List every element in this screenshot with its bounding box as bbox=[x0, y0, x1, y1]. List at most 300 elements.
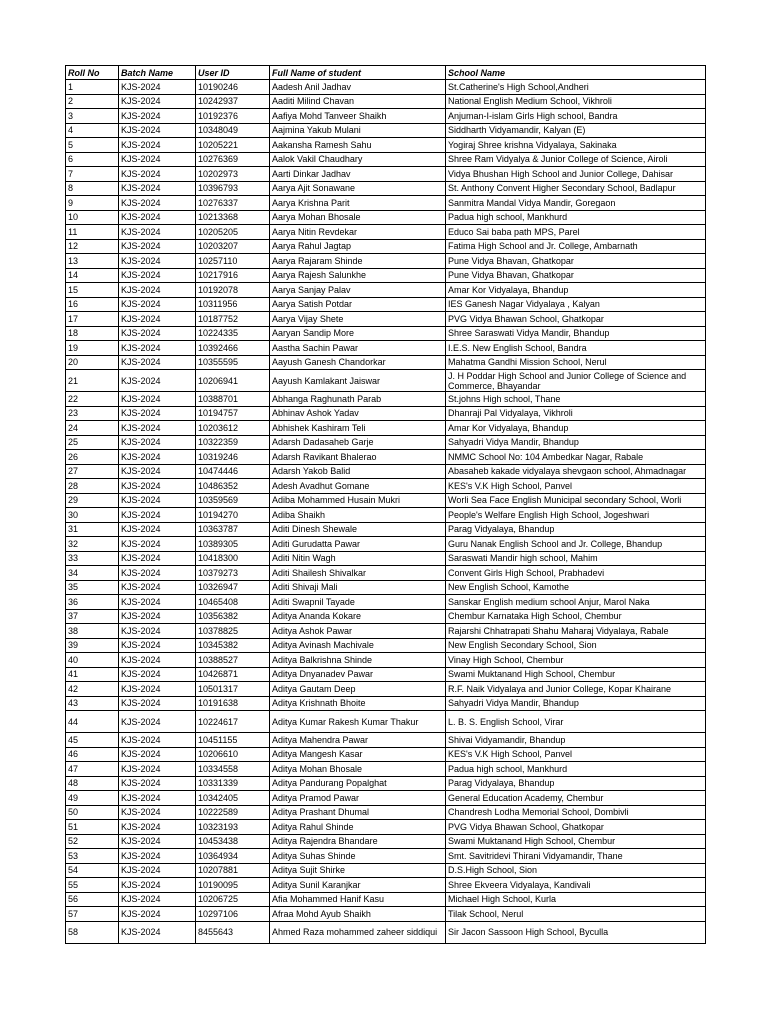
cell-batch-name: KJS-2024 bbox=[119, 239, 196, 254]
cell-school-name: L. B. S. English School, Virar bbox=[446, 711, 706, 733]
table-row bbox=[66, 254, 706, 269]
cell-full-name: Aditya Rahul Shinde bbox=[270, 820, 446, 835]
table-row bbox=[66, 733, 706, 748]
cell-full-name: Aditya Ashok Pawar bbox=[270, 624, 446, 639]
table-row bbox=[66, 152, 706, 167]
cell-roll-no: 16 bbox=[66, 297, 119, 312]
cell-full-name: Adarsh Ravikant Bhalerao bbox=[270, 450, 446, 465]
cell-school-name: Vidya Bhushan High School and Junior College, Dahisar bbox=[446, 167, 706, 182]
cell-roll-no: 35 bbox=[66, 580, 119, 595]
cell-full-name: Afia Mohammed Hanif Kasu bbox=[270, 892, 446, 907]
cell-user-id: 10203612 bbox=[196, 421, 270, 436]
cell-roll-no: 31 bbox=[66, 522, 119, 537]
cell-full-name: Aditya Sujit Shirke bbox=[270, 863, 446, 878]
cell-batch-name: KJS-2024 bbox=[119, 566, 196, 581]
table-row bbox=[66, 537, 706, 552]
cell-full-name: Aarya Rajesh Salunkhe bbox=[270, 268, 446, 283]
cell-school-name: People's Welfare English High School, Jogeshwari bbox=[446, 508, 706, 523]
cell-full-name: Aditya Balkrishna Shinde bbox=[270, 653, 446, 668]
cell-batch-name: KJS-2024 bbox=[119, 682, 196, 697]
cell-roll-no: 2 bbox=[66, 94, 119, 109]
cell-roll-no: 37 bbox=[66, 609, 119, 624]
cell-batch-name: KJS-2024 bbox=[119, 653, 196, 668]
cell-full-name: Aditya Gautam Deep bbox=[270, 682, 446, 697]
cell-full-name: Adarsh Yakob Balid bbox=[270, 464, 446, 479]
cell-school-name: Saraswati Mandir high school, Mahim bbox=[446, 551, 706, 566]
cell-roll-no: 39 bbox=[66, 638, 119, 653]
cell-user-id: 10206725 bbox=[196, 892, 270, 907]
cell-batch-name: KJS-2024 bbox=[119, 109, 196, 124]
table-row bbox=[66, 312, 706, 327]
cell-batch-name: KJS-2024 bbox=[119, 152, 196, 167]
cell-user-id: 10192078 bbox=[196, 283, 270, 298]
table-row bbox=[66, 94, 706, 109]
cell-school-name: Rajarshi Chhatrapati Shahu Maharaj Vidyalaya, Rabale bbox=[446, 624, 706, 639]
table-row bbox=[66, 878, 706, 893]
table-row bbox=[66, 370, 706, 392]
cell-roll-no: 6 bbox=[66, 152, 119, 167]
cell-batch-name: KJS-2024 bbox=[119, 805, 196, 820]
cell-user-id: 10348049 bbox=[196, 123, 270, 138]
cell-school-name: Swami Muktanand High School, Chembur bbox=[446, 834, 706, 849]
cell-full-name: Abhishek Kashiram Teli bbox=[270, 421, 446, 436]
cell-roll-no: 34 bbox=[66, 566, 119, 581]
cell-batch-name: KJS-2024 bbox=[119, 493, 196, 508]
cell-user-id: 10203207 bbox=[196, 239, 270, 254]
cell-full-name: Aditya Mangesh Kasar bbox=[270, 747, 446, 762]
cell-user-id: 10276337 bbox=[196, 196, 270, 211]
cell-roll-no: 43 bbox=[66, 696, 119, 711]
cell-roll-no: 42 bbox=[66, 682, 119, 697]
table-row bbox=[66, 711, 706, 733]
cell-full-name: Aarya Krishna Parit bbox=[270, 196, 446, 211]
table-row bbox=[66, 406, 706, 421]
cell-batch-name: KJS-2024 bbox=[119, 609, 196, 624]
cell-user-id: 10356382 bbox=[196, 609, 270, 624]
cell-full-name: Aditya Rajendra Bhandare bbox=[270, 834, 446, 849]
cell-batch-name: KJS-2024 bbox=[119, 921, 196, 943]
cell-roll-no: 57 bbox=[66, 907, 119, 922]
cell-roll-no: 52 bbox=[66, 834, 119, 849]
cell-batch-name: KJS-2024 bbox=[119, 791, 196, 806]
cell-school-name: Shree Saraswati Vidya Mandir, Bhandup bbox=[446, 326, 706, 341]
table-row bbox=[66, 479, 706, 494]
table-row bbox=[66, 210, 706, 225]
cell-user-id: 10388527 bbox=[196, 653, 270, 668]
cell-school-name: Sahyadri Vidya Mandir, Bhandup bbox=[446, 696, 706, 711]
cell-roll-no: 50 bbox=[66, 805, 119, 820]
cell-batch-name: KJS-2024 bbox=[119, 406, 196, 421]
cell-batch-name: KJS-2024 bbox=[119, 80, 196, 95]
cell-user-id: 10364934 bbox=[196, 849, 270, 864]
cell-user-id: 10222589 bbox=[196, 805, 270, 820]
cell-batch-name: KJS-2024 bbox=[119, 711, 196, 733]
cell-school-name: Amar Kor Vidyalaya, Bhandup bbox=[446, 283, 706, 298]
table-row bbox=[66, 109, 706, 124]
cell-user-id: 10319246 bbox=[196, 450, 270, 465]
cell-school-name: PVG Vidya Bhawan School, Ghatkopar bbox=[446, 820, 706, 835]
cell-batch-name: KJS-2024 bbox=[119, 733, 196, 748]
cell-full-name: Aditya Avinash Machivale bbox=[270, 638, 446, 653]
table-row bbox=[66, 907, 706, 922]
table-row bbox=[66, 522, 706, 537]
cell-school-name: Anjuman-I-islam Girls High school, Bandra bbox=[446, 109, 706, 124]
cell-user-id: 10213368 bbox=[196, 210, 270, 225]
table-row bbox=[66, 435, 706, 450]
cell-school-name: St. Anthony Convent Higher Secondary School, Badlapur bbox=[446, 181, 706, 196]
table-row bbox=[66, 551, 706, 566]
header-roll-no: Roll No bbox=[66, 66, 119, 80]
table-row bbox=[66, 595, 706, 610]
table-row bbox=[66, 392, 706, 407]
cell-batch-name: KJS-2024 bbox=[119, 196, 196, 211]
cell-user-id: 10190095 bbox=[196, 878, 270, 893]
cell-batch-name: KJS-2024 bbox=[119, 863, 196, 878]
cell-user-id: 10217916 bbox=[196, 268, 270, 283]
cell-user-id: 10190246 bbox=[196, 80, 270, 95]
cell-roll-no: 48 bbox=[66, 776, 119, 791]
cell-user-id: 10486352 bbox=[196, 479, 270, 494]
table-row bbox=[66, 805, 706, 820]
table-row bbox=[66, 138, 706, 153]
cell-full-name: Aditi Shivaji Mali bbox=[270, 580, 446, 595]
cell-roll-no: 27 bbox=[66, 464, 119, 479]
cell-user-id: 10205221 bbox=[196, 138, 270, 153]
cell-full-name: Aajmina Yakub Mulani bbox=[270, 123, 446, 138]
cell-user-id: 10194270 bbox=[196, 508, 270, 523]
table-row bbox=[66, 283, 706, 298]
cell-school-name: New English School, Kamothe bbox=[446, 580, 706, 595]
cell-roll-no: 24 bbox=[66, 421, 119, 436]
cell-user-id: 10389305 bbox=[196, 537, 270, 552]
cell-user-id: 10242937 bbox=[196, 94, 270, 109]
cell-user-id: 10388701 bbox=[196, 392, 270, 407]
cell-roll-no: 30 bbox=[66, 508, 119, 523]
cell-full-name: Adarsh Dadasaheb Garje bbox=[270, 435, 446, 450]
cell-full-name: Aarya Sanjay Palav bbox=[270, 283, 446, 298]
cell-user-id: 10426871 bbox=[196, 667, 270, 682]
cell-roll-no: 10 bbox=[66, 210, 119, 225]
cell-roll-no: 28 bbox=[66, 479, 119, 494]
cell-user-id: 10202973 bbox=[196, 167, 270, 182]
cell-full-name: Aditya Prashant Dhumal bbox=[270, 805, 446, 820]
cell-school-name: Sanmitra Mandal Vidya Mandir, Goregaon bbox=[446, 196, 706, 211]
table-row bbox=[66, 624, 706, 639]
cell-full-name: Aayush Ganesh Chandorkar bbox=[270, 355, 446, 370]
cell-roll-no: 21 bbox=[66, 370, 119, 392]
cell-full-name: Aafiya Mohd Tanveer Shaikh bbox=[270, 109, 446, 124]
cell-batch-name: KJS-2024 bbox=[119, 392, 196, 407]
cell-user-id: 10501317 bbox=[196, 682, 270, 697]
table-row bbox=[66, 167, 706, 182]
cell-full-name: Aarya Vijay Shete bbox=[270, 312, 446, 327]
table-row bbox=[66, 326, 706, 341]
cell-roll-no: 53 bbox=[66, 849, 119, 864]
cell-roll-no: 41 bbox=[66, 667, 119, 682]
cell-batch-name: KJS-2024 bbox=[119, 450, 196, 465]
cell-roll-no: 45 bbox=[66, 733, 119, 748]
cell-batch-name: KJS-2024 bbox=[119, 907, 196, 922]
cell-user-id: 10187752 bbox=[196, 312, 270, 327]
cell-school-name: Vinay High School, Chembur bbox=[446, 653, 706, 668]
table-row bbox=[66, 297, 706, 312]
table-row bbox=[66, 609, 706, 624]
cell-school-name: Amar Kor Vidyalaya, Bhandup bbox=[446, 421, 706, 436]
cell-roll-no: 5 bbox=[66, 138, 119, 153]
cell-roll-no: 26 bbox=[66, 450, 119, 465]
cell-full-name: Aditi Shailesh Shivalkar bbox=[270, 566, 446, 581]
table-row bbox=[66, 181, 706, 196]
cell-full-name: Aditi Dinesh Shewale bbox=[270, 522, 446, 537]
header-full-name: Full Name of student bbox=[270, 66, 446, 80]
cell-full-name: Aarya Rajaram Shinde bbox=[270, 254, 446, 269]
cell-school-name: Worli Sea Face English Municipal secondary School, Worli bbox=[446, 493, 706, 508]
cell-user-id: 10334558 bbox=[196, 762, 270, 777]
cell-user-id: 10322359 bbox=[196, 435, 270, 450]
header-user-id: User ID bbox=[196, 66, 270, 80]
cell-batch-name: KJS-2024 bbox=[119, 181, 196, 196]
cell-full-name: Aditya Dnyanadev Pawar bbox=[270, 667, 446, 682]
cell-full-name: Aditya Kumar Rakesh Kumar Thakur bbox=[270, 711, 446, 733]
cell-user-id: 10363787 bbox=[196, 522, 270, 537]
cell-full-name: Aditya Ananda Kokare bbox=[270, 609, 446, 624]
cell-user-id: 10206610 bbox=[196, 747, 270, 762]
cell-school-name: Michael High School, Kurla bbox=[446, 892, 706, 907]
cell-batch-name: KJS-2024 bbox=[119, 297, 196, 312]
table-row bbox=[66, 464, 706, 479]
cell-roll-no: 3 bbox=[66, 109, 119, 124]
cell-roll-no: 12 bbox=[66, 239, 119, 254]
table-row bbox=[66, 820, 706, 835]
cell-user-id: 10224335 bbox=[196, 326, 270, 341]
cell-full-name: Adesh Avadhut Gomane bbox=[270, 479, 446, 494]
cell-batch-name: KJS-2024 bbox=[119, 878, 196, 893]
cell-user-id: 8455643 bbox=[196, 921, 270, 943]
cell-batch-name: KJS-2024 bbox=[119, 508, 196, 523]
cell-school-name: R.F. Naik Vidyalaya and Junior College, Kopar Khairane bbox=[446, 682, 706, 697]
cell-school-name: Parag Vidyalaya, Bhandup bbox=[446, 776, 706, 791]
cell-user-id: 10396793 bbox=[196, 181, 270, 196]
cell-roll-no: 55 bbox=[66, 878, 119, 893]
cell-user-id: 10342405 bbox=[196, 791, 270, 806]
table-row bbox=[66, 653, 706, 668]
table-row bbox=[66, 268, 706, 283]
cell-roll-no: 36 bbox=[66, 595, 119, 610]
cell-batch-name: KJS-2024 bbox=[119, 624, 196, 639]
cell-full-name: Aditya Mohan Bhosale bbox=[270, 762, 446, 777]
cell-school-name: Sanskar English medium school Anjur, Marol Naka bbox=[446, 595, 706, 610]
cell-batch-name: KJS-2024 bbox=[119, 667, 196, 682]
cell-school-name: Smt. Savitridevi Thirani Vidyamandir, Thane bbox=[446, 849, 706, 864]
table-row bbox=[66, 892, 706, 907]
cell-roll-no: 1 bbox=[66, 80, 119, 95]
cell-school-name: Chembur Karnataka High School, Chembur bbox=[446, 609, 706, 624]
header-batch-name: Batch Name bbox=[119, 66, 196, 80]
cell-user-id: 10359569 bbox=[196, 493, 270, 508]
cell-batch-name: KJS-2024 bbox=[119, 820, 196, 835]
table-row bbox=[66, 682, 706, 697]
cell-school-name: Pune Vidya Bhavan, Ghatkopar bbox=[446, 254, 706, 269]
cell-full-name: Aditi Nitin Wagh bbox=[270, 551, 446, 566]
cell-school-name: National English Medium School, Vikhroli bbox=[446, 94, 706, 109]
cell-user-id: 10379273 bbox=[196, 566, 270, 581]
table-row bbox=[66, 580, 706, 595]
cell-roll-no: 33 bbox=[66, 551, 119, 566]
cell-school-name: General Education Academy, Chembur bbox=[446, 791, 706, 806]
cell-user-id: 10453438 bbox=[196, 834, 270, 849]
cell-school-name: NMMC School No: 104 Ambedkar Nagar, Rabale bbox=[446, 450, 706, 465]
cell-batch-name: KJS-2024 bbox=[119, 747, 196, 762]
cell-school-name: Pune Vidya Bhavan, Ghatkopar bbox=[446, 268, 706, 283]
cell-roll-no: 54 bbox=[66, 863, 119, 878]
table-row bbox=[66, 696, 706, 711]
table-row bbox=[66, 80, 706, 95]
cell-roll-no: 19 bbox=[66, 341, 119, 356]
cell-full-name: Ahmed Raza mohammed zaheer siddiqui bbox=[270, 921, 446, 943]
cell-batch-name: KJS-2024 bbox=[119, 849, 196, 864]
cell-batch-name: KJS-2024 bbox=[119, 551, 196, 566]
cell-school-name: Shree Ram Vidyalya & Junior College of Science, Airoli bbox=[446, 152, 706, 167]
cell-school-name: Swami Muktanand High School, Chembur bbox=[446, 667, 706, 682]
table-row bbox=[66, 638, 706, 653]
cell-school-name: St.Catherine's High School,Andheri bbox=[446, 80, 706, 95]
cell-roll-no: 49 bbox=[66, 791, 119, 806]
cell-roll-no: 25 bbox=[66, 435, 119, 450]
cell-user-id: 10345382 bbox=[196, 638, 270, 653]
cell-user-id: 10257110 bbox=[196, 254, 270, 269]
cell-school-name: Padua high school, Mankhurd bbox=[446, 762, 706, 777]
table-row bbox=[66, 123, 706, 138]
cell-school-name: Mahatma Gandhi Mission School, Nerul bbox=[446, 355, 706, 370]
cell-batch-name: KJS-2024 bbox=[119, 123, 196, 138]
cell-full-name: Aditi Gurudatta Pawar bbox=[270, 537, 446, 552]
table-header-row bbox=[66, 66, 706, 80]
table-row bbox=[66, 566, 706, 581]
cell-batch-name: KJS-2024 bbox=[119, 283, 196, 298]
cell-batch-name: KJS-2024 bbox=[119, 254, 196, 269]
cell-roll-no: 7 bbox=[66, 167, 119, 182]
cell-user-id: 10206941 bbox=[196, 370, 270, 392]
cell-school-name: Padua high school, Mankhurd bbox=[446, 210, 706, 225]
table-row bbox=[66, 225, 706, 240]
cell-roll-no: 47 bbox=[66, 762, 119, 777]
cell-roll-no: 9 bbox=[66, 196, 119, 211]
cell-school-name: Abasaheb kakade vidyalaya shevgaon school, Ahmadnagar bbox=[446, 464, 706, 479]
cell-user-id: 10355595 bbox=[196, 355, 270, 370]
cell-user-id: 10297106 bbox=[196, 907, 270, 922]
table-row bbox=[66, 341, 706, 356]
cell-user-id: 10207881 bbox=[196, 863, 270, 878]
cell-roll-no: 15 bbox=[66, 283, 119, 298]
cell-batch-name: KJS-2024 bbox=[119, 370, 196, 392]
cell-school-name: D.S.High School, Sion bbox=[446, 863, 706, 878]
cell-batch-name: KJS-2024 bbox=[119, 268, 196, 283]
cell-user-id: 10323193 bbox=[196, 820, 270, 835]
cell-full-name: Aarya Mohan Bhosale bbox=[270, 210, 446, 225]
cell-school-name: Dhanraji Pal Vidyalaya, Vikhroli bbox=[446, 406, 706, 421]
cell-batch-name: KJS-2024 bbox=[119, 595, 196, 610]
cell-full-name: Aditya Sunil Karanjkar bbox=[270, 878, 446, 893]
cell-batch-name: KJS-2024 bbox=[119, 355, 196, 370]
cell-school-name: Yogiraj Shree krishna Vidyalaya, Sakinaka bbox=[446, 138, 706, 153]
table-row bbox=[66, 776, 706, 791]
cell-school-name: Guru Nanak English School and Jr. College, Bhandup bbox=[446, 537, 706, 552]
cell-school-name: Convent Girls High School, Prabhadevi bbox=[446, 566, 706, 581]
table-row bbox=[66, 667, 706, 682]
cell-batch-name: KJS-2024 bbox=[119, 225, 196, 240]
cell-batch-name: KJS-2024 bbox=[119, 464, 196, 479]
cell-school-name: Siddharth Vidyamandir, Kalyan (E) bbox=[446, 123, 706, 138]
cell-full-name: Aaryan Sandip More bbox=[270, 326, 446, 341]
cell-full-name: Aaditi Milind Chavan bbox=[270, 94, 446, 109]
cell-batch-name: KJS-2024 bbox=[119, 341, 196, 356]
cell-user-id: 10192376 bbox=[196, 109, 270, 124]
table-row bbox=[66, 493, 706, 508]
table-row bbox=[66, 849, 706, 864]
cell-full-name: Aarya Rahul Jagtap bbox=[270, 239, 446, 254]
cell-batch-name: KJS-2024 bbox=[119, 326, 196, 341]
cell-school-name: J. H Poddar High School and Junior College of Science and Commerce, Bhayandar bbox=[446, 370, 706, 392]
cell-school-name: I.E.S. New English School, Bandra bbox=[446, 341, 706, 356]
cell-batch-name: KJS-2024 bbox=[119, 479, 196, 494]
cell-roll-no: 22 bbox=[66, 392, 119, 407]
cell-school-name: Fatima High School and Jr. College, Ambarnath bbox=[446, 239, 706, 254]
cell-roll-no: 46 bbox=[66, 747, 119, 762]
cell-batch-name: KJS-2024 bbox=[119, 537, 196, 552]
cell-batch-name: KJS-2024 bbox=[119, 435, 196, 450]
cell-batch-name: KJS-2024 bbox=[119, 580, 196, 595]
cell-school-name: Sahyadri Vidya Mandir, Bhandup bbox=[446, 435, 706, 450]
cell-roll-no: 13 bbox=[66, 254, 119, 269]
cell-roll-no: 58 bbox=[66, 921, 119, 943]
cell-school-name: PVG Vidya Bhawan School, Ghatkopar bbox=[446, 312, 706, 327]
table-row bbox=[66, 921, 706, 943]
cell-full-name: Aadesh Anil Jadhav bbox=[270, 80, 446, 95]
cell-roll-no: 29 bbox=[66, 493, 119, 508]
table-row bbox=[66, 196, 706, 211]
cell-school-name: New English Secondary School, Sion bbox=[446, 638, 706, 653]
cell-full-name: Aarya Nitin Revdekar bbox=[270, 225, 446, 240]
cell-full-name: Aarti Dinkar Jadhav bbox=[270, 167, 446, 182]
table-row bbox=[66, 747, 706, 762]
cell-batch-name: KJS-2024 bbox=[119, 312, 196, 327]
header-school-name: School Name bbox=[446, 66, 706, 80]
cell-batch-name: KJS-2024 bbox=[119, 421, 196, 436]
cell-roll-no: 20 bbox=[66, 355, 119, 370]
cell-school-name: St.johns High school, Thane bbox=[446, 392, 706, 407]
cell-school-name: Chandresh Lodha Memorial School, Dombivli bbox=[446, 805, 706, 820]
cell-full-name: Afraa Mohd Ayub Shaikh bbox=[270, 907, 446, 922]
cell-full-name: Abhanga Raghunath Parab bbox=[270, 392, 446, 407]
cell-full-name: Aditya Suhas Shinde bbox=[270, 849, 446, 864]
table-row bbox=[66, 355, 706, 370]
cell-roll-no: 51 bbox=[66, 820, 119, 835]
cell-roll-no: 18 bbox=[66, 326, 119, 341]
cell-user-id: 10392466 bbox=[196, 341, 270, 356]
table-row bbox=[66, 863, 706, 878]
cell-full-name: Aditya Pandurang Popalghat bbox=[270, 776, 446, 791]
table-row bbox=[66, 450, 706, 465]
cell-full-name: Aakansha Ramesh Sahu bbox=[270, 138, 446, 153]
cell-full-name: Aarya Ajit Sonawane bbox=[270, 181, 446, 196]
cell-school-name: KES's V.K High School, Panvel bbox=[446, 479, 706, 494]
cell-batch-name: KJS-2024 bbox=[119, 522, 196, 537]
cell-batch-name: KJS-2024 bbox=[119, 138, 196, 153]
cell-batch-name: KJS-2024 bbox=[119, 696, 196, 711]
cell-user-id: 10474446 bbox=[196, 464, 270, 479]
cell-user-id: 10224617 bbox=[196, 711, 270, 733]
cell-school-name: Parag Vidyalaya, Bhandup bbox=[446, 522, 706, 537]
